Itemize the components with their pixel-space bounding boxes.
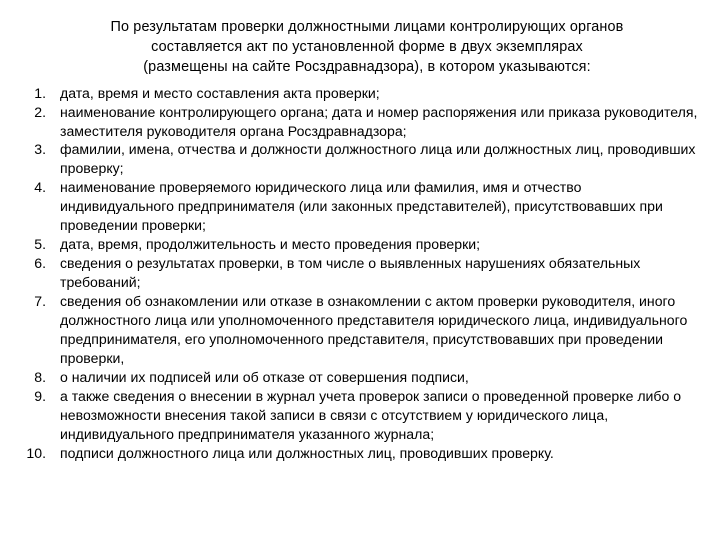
list-item [14,444,698,463]
list-item [14,140,698,178]
list-item-number: 4. [34,179,46,196]
list-item-text: наименование контролирующего органа; дата и номер распоряжения или приказа руководителя, заместителя руководителя органа Росздравнадзора; [60,103,698,139]
list-item-text: дата, время и место составления акта проверки; [60,84,380,101]
intro-paragraph [58,18,676,78]
list-item [14,254,698,292]
intro-line-3: (размещены на сайте Росздравнадзора), в котором указываются: [143,58,591,75]
list-item-text: о наличии их подписей или об отказе от совершения подписи, [60,368,469,385]
list-item-text: сведения об ознакомлении или отказе в ознакомлении с актом проверки руководителя, иного должностного лица или уполномоченного представителя юридического лица, индивидуального предпринимателя, его уполномоченного представителя, присутствовавших при проведении проверки, [60,293,688,366]
list-item [14,368,698,387]
intro-line-1: По результатам проверки должностными лицами контролирующих органов [110,19,624,35]
list-item-number: 5. [34,236,46,253]
list-item-number: 8. [34,368,46,385]
list-item-number: 2. [34,103,46,120]
list-item [14,387,698,444]
list-item-number: 7. [34,293,46,310]
list-item [14,84,698,103]
list-item-text: наименование проверяемого юридического лица или фамилия, имя и отчество индивидуального предпринимателя (или законных представителей), присутствовавших при проведении проверки; [60,179,663,234]
list-item-number: 6. [34,255,46,272]
list-item-number: 3. [34,141,46,158]
list-item-text: а также сведения о внесении в журнал учета проверок записи о проведенной проверке либо о невозможности внесения такой записи в связи с отсутствием у юридического лица, индивидуального предпринимателя указанного журнала; [60,387,682,442]
numbered-list [14,84,698,463]
list-item-text: сведения о результатах проверки, в том числе о выявленных нарушениях обязательных требований; [60,255,641,291]
list-item-text: подписи должностного лица или должностных лиц, проводивших проверку. [60,444,554,461]
list-item [14,178,698,235]
list-item-text: фамилии, имена, отчества и должности должностного лица или должностных лиц, проводивших проверку; [60,141,696,177]
list-item [14,103,698,141]
list-item [14,292,698,368]
list-item-number: 10. [26,444,46,461]
list-item [14,235,698,254]
list-item-number: 1. [34,84,46,101]
list-item-number: 9. [34,387,46,404]
list-item-text: дата, время, продолжительность и место проведения проверки; [60,236,481,253]
intro-line-2: составляется акт по установленной форме в двух экземплярах [151,38,583,55]
